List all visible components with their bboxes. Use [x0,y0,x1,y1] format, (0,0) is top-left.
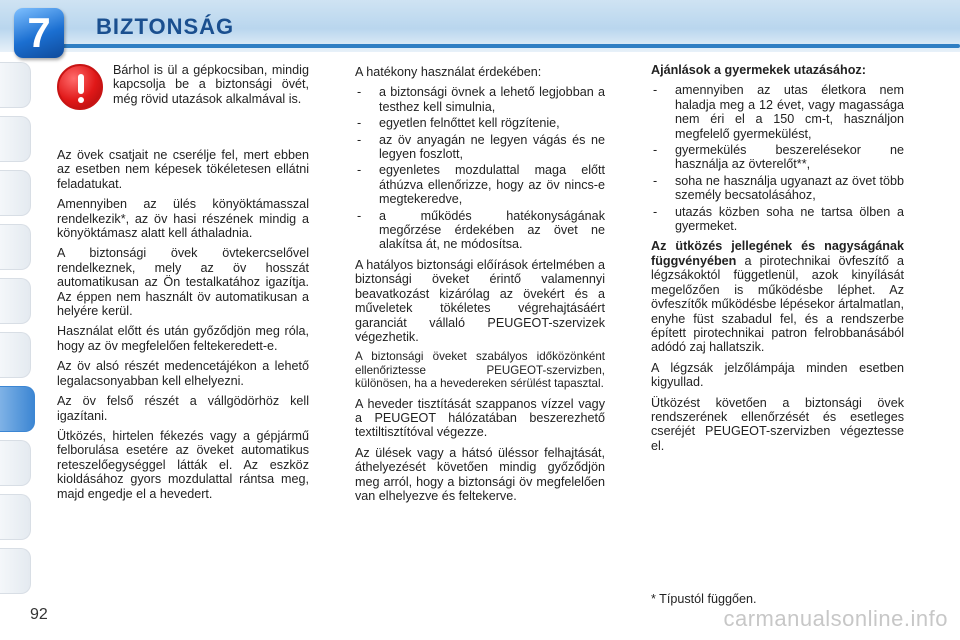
pretensioner-paragraph [651,239,904,354]
header-underline [60,44,960,48]
paragraph: Az ülések vagy a hátsó üléssor felhajtását, áthelyezését követően mindig győződjön meg arról, hogy a biztonsági öv megfelelően van elhelyezve és feltekerve. [355,445,605,503]
chapter-tab-9[interactable] [0,494,31,540]
pretensioner-text: a pirotechnikai övfeszítő a légzsákoktól függetlenül, azok kinyílását megelőzően is működésbe léphet. Az övfeszítők működésbe lépésekor ártalmatlan, enyhe füst szabadul fel, és a rendszerbe épített pirotechnikai patron felrobbanásából adódó zaj hallatszik. [651,253,904,355]
column-1 [57,148,309,507]
paragraph: Ütközés, hirtelen fékezés vagy a gépjármű felborulása esetére az öveket automatikus reteszelőegységgel látták el. Az eszköz kioldásához gyors mozdulattal rántsa meg, majd engedje el a hevedert. [57,428,309,501]
chapter-title: BIZTONSÁG [96,14,235,39]
chapter-tab-2[interactable] [0,116,31,162]
list-item: - a működés hatékonyságának megőrzése érdekében az övet ne alakítsa át, ne módosítsa. [355,209,605,252]
column-2 [355,65,605,509]
chapter-tab-3[interactable] [0,170,31,216]
paragraph: A heveder tisztítását szappanos vízzel vagy a PEUGEOT hálózatában beszerezhető textiltisztítóval végezze. [355,396,605,440]
warning-text: Bárhol is ül a gépkocsiban, mindig kapcsolja be a biztonsági övét, még rövid utazások alkalmával is. [113,63,309,106]
section-heading: Ajánlások a gyermekek utazásához: [651,63,866,77]
chapter-tab-8[interactable] [0,440,31,486]
page-number: 92 [30,606,48,623]
list-item: - egyenletes mozdulattal maga előtt áthúzva ellenőrizze, hogy az öv nincs-e megtekeredve, [355,163,605,206]
paragraph: A biztonsági övek övtekercselővel rendelkeznek, mely az öv hosszát automatikusan az Ön testalkatához igazítja. Az éppen nem használt öv automatikusan a helyére kerül. [57,246,309,319]
chapter-tab-1[interactable] [0,62,31,108]
chapter-tab-6[interactable] [0,332,31,378]
list-item: - amennyiben az utas életkora nem haladja meg a 12 évet, vagy magassága nem éri el a 150 cm-t, használjon megfelelő gyermekülést, [651,83,904,141]
usage-list [355,85,605,251]
list-item: - az öv anyagán ne legyen vágás és ne legyen foszlott, [355,133,605,162]
chapter-badge: 7 [14,8,64,58]
list-item: - soha ne használja ugyanazt az övet több személy becsatolásához, [651,174,904,203]
pretensioner-lead: Az ütközés jellegének és nagyságának függvényében [651,239,904,268]
paragraph: A légzsák jelzőlámpája minden esetben kigyullad. [651,360,904,390]
exclamation-icon [57,64,103,110]
list-intro: A hatékony használat érdekében: [355,65,542,79]
chapter-tab-10[interactable] [0,548,31,594]
chapter-tab-7-active[interactable] [0,386,35,432]
chapter-tab-4[interactable] [0,224,31,270]
paragraph: Ütközést követően a biztonsági övek rendszerének ellenőrzését és esetleges cseréjét PEUGEOT-szervizben végeztesse el. [651,395,904,453]
chapter-tab-5[interactable] [0,278,31,324]
chapter-tab-strip [0,62,40,602]
paragraph: Amennyiben az ülés könyöktámasszal rendelkezik*, az öv hasi részének mindig a könyöktámasz alatt kell áthaladnia. [57,197,309,241]
paragraph: Használat előtt és után győződjön meg róla, hogy az öv megfelelően feltekeredett-e. [57,324,309,353]
child-travel-list [651,83,904,233]
paragraph: Az öv felső részét a vállgödörhöz kell igazítani. [57,394,309,423]
paragraph: A hatályos biztonsági előírások értelmében a biztonsági öveket érintő valamennyi beavatkozást kizárólag az övekért és a műveletek tökéletes végrehajtásáért garanciát vállaló PEUGEOT-szervizek végezhetik. [355,257,605,344]
paragraph: A biztonsági öveket szabályos időközönként ellenőriztesse PEUGEOT-szervizben, különösen, ha a hevedereken sérülést tapasztal. [355,350,605,391]
paragraph: Az övek csatjait ne cserélje fel, mert ebben az esetben nem képesek tökéletesen ellátni feladatukat. [57,148,309,191]
list-item: - a biztonsági övnek a lehető legjobban a testhez kell simulnia, [355,85,605,114]
column-3 [651,63,904,459]
watermark: carmanualsonline.info [723,606,948,631]
list-item: - gyermekülés beszerelésekor ne használja az övterelőt**, [651,143,904,172]
paragraph: Az öv alsó részét medencetájékon a lehető legalacsonyabban kell elhelyezni. [57,359,309,388]
list-item: - utazás közben soha ne tartsa ölben a gyermeket. [651,205,904,234]
list-item: - egyetlen felnőttet kell rögzítenie, [355,116,605,130]
footnote: * Típustól függően. [651,592,757,606]
